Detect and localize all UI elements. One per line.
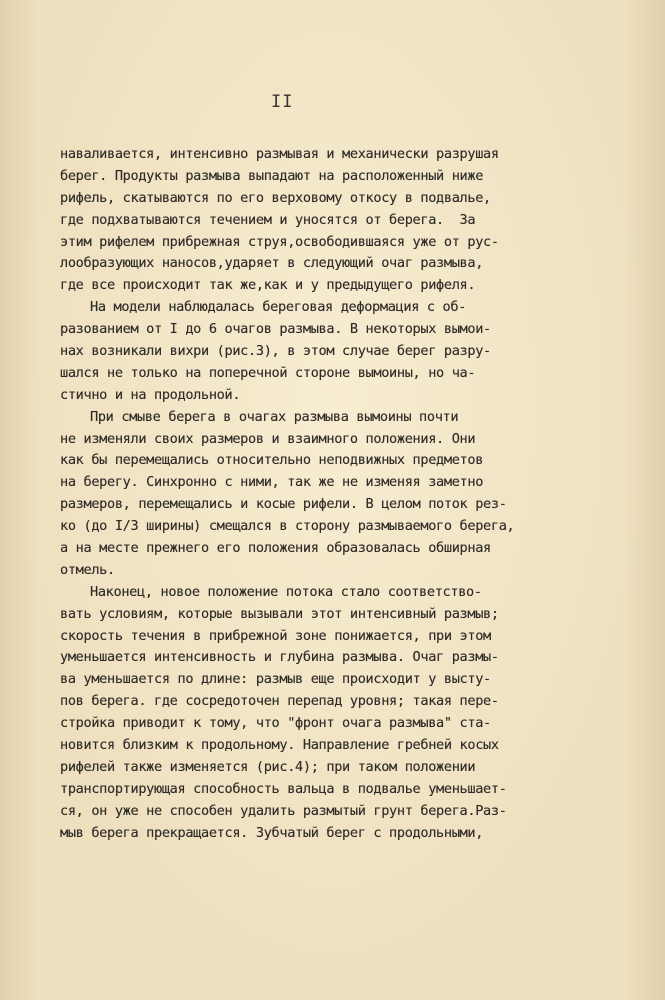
text-line: уменьшается интенсивность и глубина размыва. Очаг размы- [60,649,499,666]
text-line: где все происходит так же,как и у предыдущего рифеля. [60,277,476,294]
text-line: стройка приводит к тому, что "фронт очага размыва" ста- [60,715,491,732]
text-line: ся, он уже не способен удалить размытый грунт берега.Раз- [60,802,507,819]
text-line: пов берега. где сосредоточен перепад уровня; такая пере- [60,693,499,710]
text-line: как бы перемещались относительно неподвижных предметов [60,452,484,469]
paragraph-first-line: При смыве берега в очагах размыва вымоины почти [90,408,459,425]
text-line: вать условиям, которые вызывали этот интенсивный размыв; [60,605,499,622]
text-line: лообразующих наносов,ударяет в следующий очаг размыва, [60,255,484,272]
text-line: наваливается, интенсивно размывая и механически разрушая [60,146,499,162]
text-line: скорость течения в прибрежной зоне понижается, при этом [60,627,491,644]
body-text [60,144,650,845]
text-line: нах возникали вихри (рис.3), в этом случае берег разру- [60,343,491,360]
text-line: ва уменьшается по длине: размыв еще происходит у высту- [60,671,491,688]
text-line: рифелей также изменяется (рис.4); при таком положении [60,758,476,775]
text-line: а на месте прежнего его положения образовалась обширная [60,540,491,557]
paragraph-first-line: Наконец, новое положение потока стало соответство- [90,583,482,600]
text-line: этим рифелем прибрежная струя,освободившаяся уже от рус- [60,233,499,250]
text-line: на берегу. Синхронно с ними, так же не изменяя заметно [60,474,484,491]
text-line: мыв берега прекращается. Зубчатый берег с продольными, [60,824,484,841]
page-number: II [271,92,294,112]
text-line: отмель. [60,561,115,578]
text-line: берег. Продукты размыва выпадают на расположенный ниже [60,167,484,184]
paragraph-first-line: На модели наблюдалась береговая деформация с об- [90,299,467,316]
text-line: ко (до I/3 ширины) смещался в сторону размываемого берега, [60,518,515,535]
text-line: шался не только на поперечной стороне вымоины, но ча- [60,364,476,381]
text-line: новится близким к продольному. Направление гребней косых [60,737,499,754]
text-line: транспортирующая способность вальца в подвалье уменьшает- [60,780,507,797]
text-line: где подхватываются течением и уносятся от берега. За [60,211,476,228]
text-line: размеров, перемещались и косые рифели. В целом поток рез- [60,496,507,513]
text-line: рифель, скатываются по его верховому откосу в подвалье, [60,189,491,206]
text-line: разованием от I до 6 очагов размыва. В некоторых вымои- [60,321,491,338]
text-line: стично и на продольной. [60,386,241,403]
text-line: не изменяли своих размеров и взаимного положения. Они [60,430,476,447]
